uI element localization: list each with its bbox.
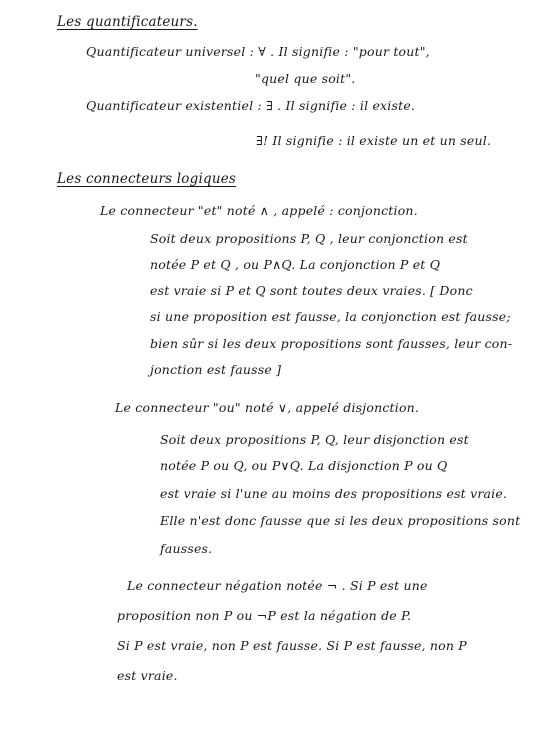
et-line-1: Le connecteur "et" noté ∧ , appelé : conjonction. <box>100 203 418 218</box>
et-line-4: est vraie si P et Q sont toutes deux vraies. [ Donc <box>150 283 473 298</box>
non-line-1: Le connecteur négation notée ¬ . Si P est une <box>127 578 428 593</box>
et-line-2: Soit deux propositions P, Q , leur conjonction est <box>150 231 468 246</box>
ou-line-6: fausses. <box>160 541 213 556</box>
unique-existence-line: ∃! Il signifie : il existe un et un seul. <box>256 133 492 148</box>
quantificateur-universel-line: Quantificateur universel : ∀ . Il signifie : "pour tout", <box>86 44 430 59</box>
ou-line-4: est vraie si l'une au moins des propositions est vraie. <box>160 486 508 501</box>
quantificateur-existentiel-line: Quantificateur existentiel : ∃ . Il signifie : il existe. <box>86 98 416 113</box>
et-line-6: bien sûr si les deux propositions sont fausses, leur con- <box>150 336 513 351</box>
quel-que-soit-line: "quel que soit". <box>255 71 356 86</box>
ou-line-2: Soit deux propositions P, Q, leur disjonction est <box>160 432 469 447</box>
non-line-2: proposition non P ou ¬P est la négation de P. <box>117 608 412 623</box>
heading-quantificateurs: Les quantificateurs. <box>57 14 198 30</box>
et-line-7: jonction est fausse ] <box>150 362 282 377</box>
et-line-5: si une proposition est fausse, la conjonction est fausse; <box>150 309 511 324</box>
heading-connecteurs-logiques: Les connecteurs logiques <box>57 171 237 187</box>
ou-line-3: notée P ou Q, ou P∨Q. La disjonction P ou Q <box>160 458 448 473</box>
ou-line-1: Le connecteur "ou" noté ∨, appelé disjonction. <box>115 400 420 415</box>
non-line-4: est vraie. <box>117 668 178 683</box>
et-line-3: notée P et Q , ou P∧Q. La conjonction P et Q <box>150 257 441 272</box>
ou-line-5: Elle n'est donc fausse que si les deux propositions sont <box>160 513 521 528</box>
non-line-3: Si P est vraie, non P est fausse. Si P est fausse, non P <box>117 638 467 653</box>
